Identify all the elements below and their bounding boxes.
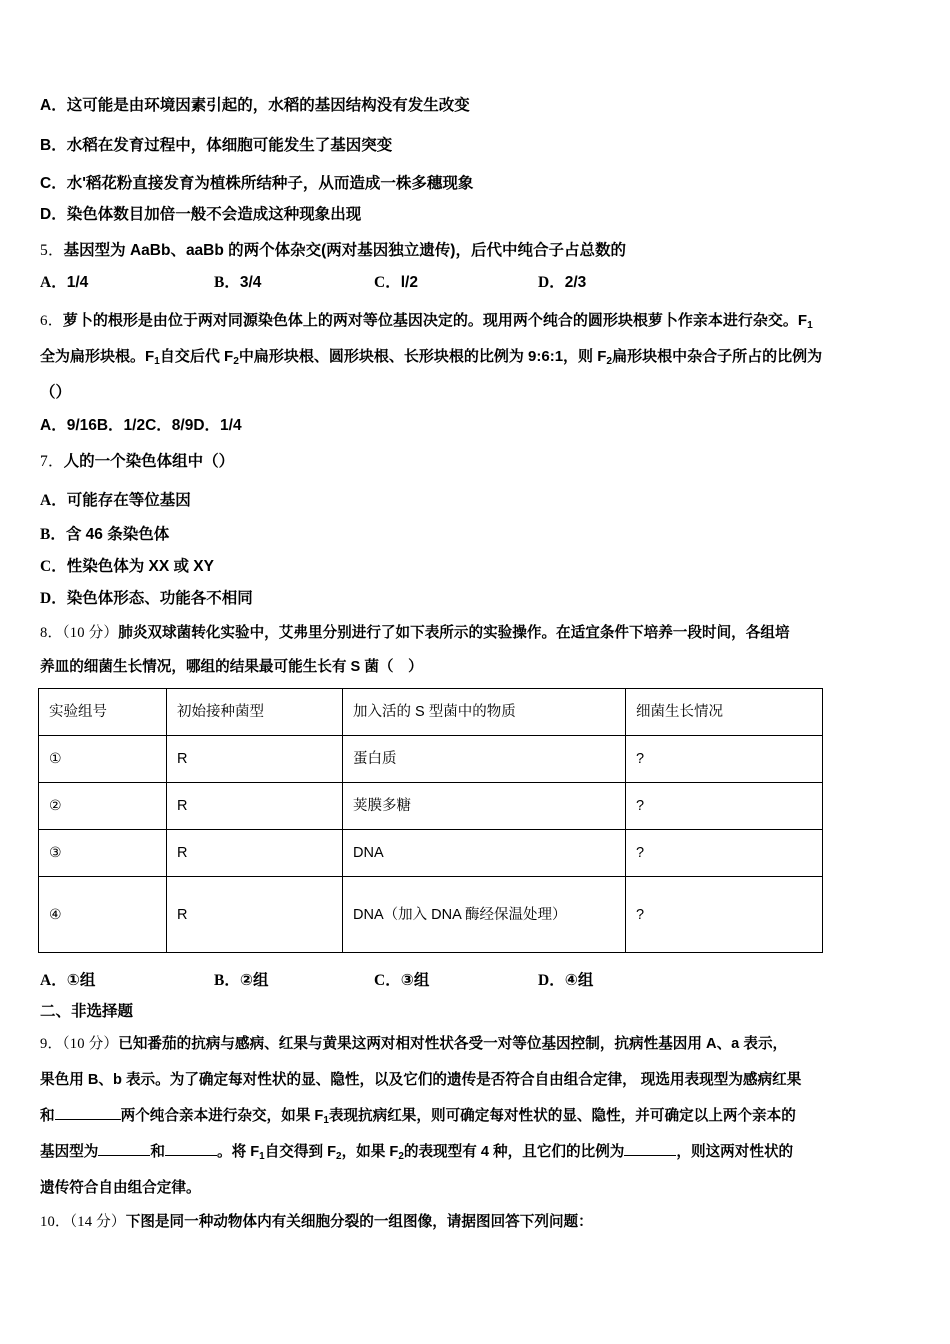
q7-option-d[interactable] bbox=[40, 588, 253, 610]
q4-option-b-label: B． bbox=[40, 137, 67, 154]
cell-growth: ? bbox=[626, 736, 823, 783]
q8-option-a[interactable]: A．①组 bbox=[40, 972, 96, 989]
experiment-table-wrap bbox=[38, 688, 823, 953]
q6-l2-d: 扁形块根中杂合子所占的比例为 bbox=[612, 348, 823, 365]
q6-options[interactable] bbox=[40, 415, 242, 437]
q5-option-b[interactable]: B．3/4 bbox=[214, 274, 262, 291]
q7-option-b[interactable] bbox=[40, 524, 169, 546]
q9-l3-a: 和 bbox=[40, 1108, 55, 1124]
q10-score: （14 分） bbox=[69, 1214, 126, 1230]
q8-option-c[interactable]: C．③组 bbox=[374, 972, 430, 989]
q9-line5 bbox=[40, 1178, 920, 1198]
q5-option-c[interactable]: C．l/2 bbox=[374, 274, 418, 291]
q6-l2-a: 全为扁形块根。F bbox=[40, 348, 155, 365]
q7-option-c[interactable] bbox=[40, 556, 214, 578]
q8-stem-line2 bbox=[40, 657, 920, 677]
q5-stem bbox=[40, 241, 920, 261]
q9-l4-b: 和 bbox=[150, 1144, 165, 1160]
q8-score: （10 分） bbox=[62, 625, 119, 641]
q7-stem-text: 人的一个染色体组中（） bbox=[63, 453, 235, 470]
q5-option-a[interactable]: A．1/4 bbox=[40, 274, 89, 291]
cell-growth: ? bbox=[626, 830, 823, 877]
q6-stem-line2 bbox=[40, 347, 920, 369]
q9-number: 9． bbox=[40, 1036, 63, 1052]
q9-line3 bbox=[40, 1106, 920, 1128]
table-header bbox=[39, 689, 823, 736]
cell-strain: R bbox=[167, 783, 343, 830]
cell-substance: 荚膜多糖 bbox=[343, 783, 626, 830]
q9-l4-e: ，如果 F bbox=[341, 1144, 399, 1160]
q8-option-b[interactable]: B．②组 bbox=[214, 972, 269, 989]
q9-blank-1[interactable] bbox=[55, 1119, 121, 1120]
q5-options bbox=[40, 272, 922, 294]
q5-option-d[interactable]: D．2/3 bbox=[538, 274, 587, 291]
cell-substance: DNA bbox=[343, 830, 626, 877]
q10-number: 10． bbox=[40, 1214, 70, 1230]
q9-blank-4[interactable] bbox=[624, 1155, 676, 1156]
q9-l3-b: 两个纯合亲本进行杂交，如果 F bbox=[120, 1108, 324, 1124]
q7-option-d-text: 染色体形态、功能各不相同 bbox=[66, 590, 253, 607]
q5-number: 5． bbox=[40, 242, 64, 259]
cell-group: ③ bbox=[39, 830, 167, 877]
q7-option-a-text: 可能存在等位基因 bbox=[66, 492, 191, 509]
th-growth: 细菌生长情况 bbox=[626, 689, 823, 736]
cell-strain: R bbox=[167, 736, 343, 783]
q4-option-d-label: D． bbox=[40, 206, 67, 223]
q4-option-a bbox=[40, 96, 920, 116]
q6-number: 6． bbox=[40, 313, 63, 329]
q9-blank-3[interactable] bbox=[165, 1155, 217, 1156]
q8-line2-text: 养皿的细菌生长情况，哪组的结果最可能生长有 S 菌（ ） bbox=[40, 659, 423, 675]
q9-score: （10 分） bbox=[62, 1036, 119, 1052]
q9-line2 bbox=[40, 1070, 920, 1090]
q9-l4-c: 。将 F bbox=[217, 1144, 260, 1160]
q9-l3-sub: 1 bbox=[323, 1114, 329, 1126]
q4-option-b bbox=[40, 136, 920, 156]
q4-option-b-text: 水稻在发育过程中，体细胞可能发生了基因突变 bbox=[66, 137, 393, 154]
cell-substance: DNA（加入 DNA 酶经保温处理） bbox=[343, 877, 626, 953]
q8-options bbox=[40, 970, 922, 992]
cell-substance: 蛋白质 bbox=[343, 736, 626, 783]
q9-l4-d: 自交得到 F bbox=[264, 1144, 337, 1160]
table-row bbox=[39, 736, 823, 783]
q6-l2-sub1: 1 bbox=[154, 355, 160, 367]
q7-stem bbox=[40, 452, 920, 472]
q6-l2-c: 中扁形块根、圆形块根、长形块根的比例为 9:6:1，则 F bbox=[238, 348, 607, 365]
section-two-title: 二、非选择题 bbox=[40, 1003, 134, 1020]
table-header-row bbox=[39, 689, 823, 736]
q9-l4-sub1: 1 bbox=[259, 1150, 265, 1162]
cell-group: ② bbox=[39, 783, 167, 830]
q6-l2-sub2: 2 bbox=[233, 355, 239, 367]
q4-option-d bbox=[40, 205, 920, 225]
q6-options-text: A．9/16B．1/2C．8/9D．1/4 bbox=[40, 417, 242, 434]
table-row bbox=[39, 783, 823, 830]
q6-stem-line3 bbox=[40, 383, 920, 403]
q8-option-d[interactable]: D．④组 bbox=[538, 972, 594, 989]
q7-option-b-text: 含 46 条染色体 bbox=[65, 526, 170, 543]
q7-option-c-text: 性染色体为 XX 或 XY bbox=[66, 558, 214, 575]
q9-line4 bbox=[40, 1142, 920, 1164]
q9-l4-f: 的表现型有 4 种，且它们的比例为 bbox=[403, 1144, 625, 1160]
q6-line1-text: 萝卜的根形是由位于两对同源染色体上的两对等位基因决定的。现用两个纯合的圆形块根萝卜作亲本进行杂交。F bbox=[62, 312, 808, 329]
th-strain: 初始接种菌型 bbox=[167, 689, 343, 736]
q9-line1-text: 已知番茄的抗病与感病、红果与黄果这两对相对性状各受一对等位基因控制，抗病性基因用 A、a 表示， bbox=[118, 1036, 788, 1052]
q10-stem-text: 下图是同一种动物体内有关细胞分裂的一组图像，请据图回答下列问题： bbox=[125, 1214, 593, 1230]
q7-option-d-label: D． bbox=[40, 590, 67, 607]
q9-l4-a: 基因型为 bbox=[40, 1144, 99, 1160]
q7-number: 7． bbox=[40, 453, 64, 470]
q8-line1-text: 肺炎双球菌转化实验中，艾弗里分别进行了如下表所示的实验操作。在适宜条件下培养一段时间，各组培 bbox=[118, 625, 790, 641]
q10-stem bbox=[40, 1212, 920, 1232]
th-substance: 加入活的 S 型菌中的物质 bbox=[343, 689, 626, 736]
q4-option-d-text: 染色体数目加倍一般不会造成这种现象出现 bbox=[66, 206, 362, 223]
q9-l4-g: ，则这两对性状的 bbox=[676, 1144, 794, 1160]
cell-growth: ? bbox=[626, 783, 823, 830]
table-body bbox=[39, 736, 823, 953]
q4-option-c-text: 水'稻花粉直接发育为植株所结种子，从而造成一株多穗现象 bbox=[66, 175, 474, 192]
q4-option-a-text: 这可能是由环境因素引起的，水稻的基因结构没有发生改变 bbox=[66, 97, 470, 114]
q9-l4-sub3: 2 bbox=[398, 1150, 404, 1162]
q6-line3-text: （） bbox=[40, 384, 72, 401]
q5-stem-text: 基因型为 AaBb、aaBb 的两个体杂交(两对基因独立遗传)，后代中纯合子占总数的 bbox=[63, 242, 626, 259]
q6-stem-line1 bbox=[40, 311, 920, 333]
cell-strain: R bbox=[167, 877, 343, 953]
th-group: 实验组号 bbox=[39, 689, 167, 736]
q6-line1-sub: 1 bbox=[807, 319, 813, 331]
q9-line5-text: 遗传符合自由组合定律。 bbox=[40, 1180, 201, 1196]
q9-l3-c: 表现抗病红果，则可确定每对性状的显、隐性，并可确定以上两个亲本的 bbox=[328, 1108, 796, 1124]
section-two-heading bbox=[40, 1002, 133, 1022]
q6-l2-sub3: 2 bbox=[606, 355, 613, 367]
q9-line1 bbox=[40, 1034, 920, 1054]
table-row bbox=[39, 830, 823, 877]
q9-l4-sub2: 2 bbox=[336, 1150, 342, 1162]
q7-option-a-label: A． bbox=[40, 492, 67, 509]
q7-option-a[interactable] bbox=[40, 490, 191, 512]
q4-option-a-label: A． bbox=[40, 97, 67, 114]
experiment-table bbox=[38, 688, 823, 953]
cell-growth: ? bbox=[626, 877, 823, 953]
q7-option-b-label: B． bbox=[40, 526, 66, 543]
q4-option-c-label: C． bbox=[40, 175, 67, 192]
table-row bbox=[39, 877, 823, 953]
q9-line2-text: 果色用 B、b 表示。为了确定每对性状的显、隐性，以及它们的遗传是否符合自由组合定律， 现选用表现型为感病红果 bbox=[40, 1072, 802, 1088]
q7-option-c-label: C． bbox=[40, 558, 67, 575]
q9-blank-2[interactable] bbox=[98, 1155, 150, 1156]
q8-stem-line1 bbox=[40, 623, 920, 643]
q6-l2-b: 自交后代 F bbox=[159, 348, 234, 365]
cell-strain: R bbox=[167, 830, 343, 877]
cell-group: ① bbox=[39, 736, 167, 783]
cell-group: ④ bbox=[39, 877, 167, 953]
q4-option-c bbox=[40, 174, 920, 194]
q8-number: 8． bbox=[40, 625, 63, 641]
